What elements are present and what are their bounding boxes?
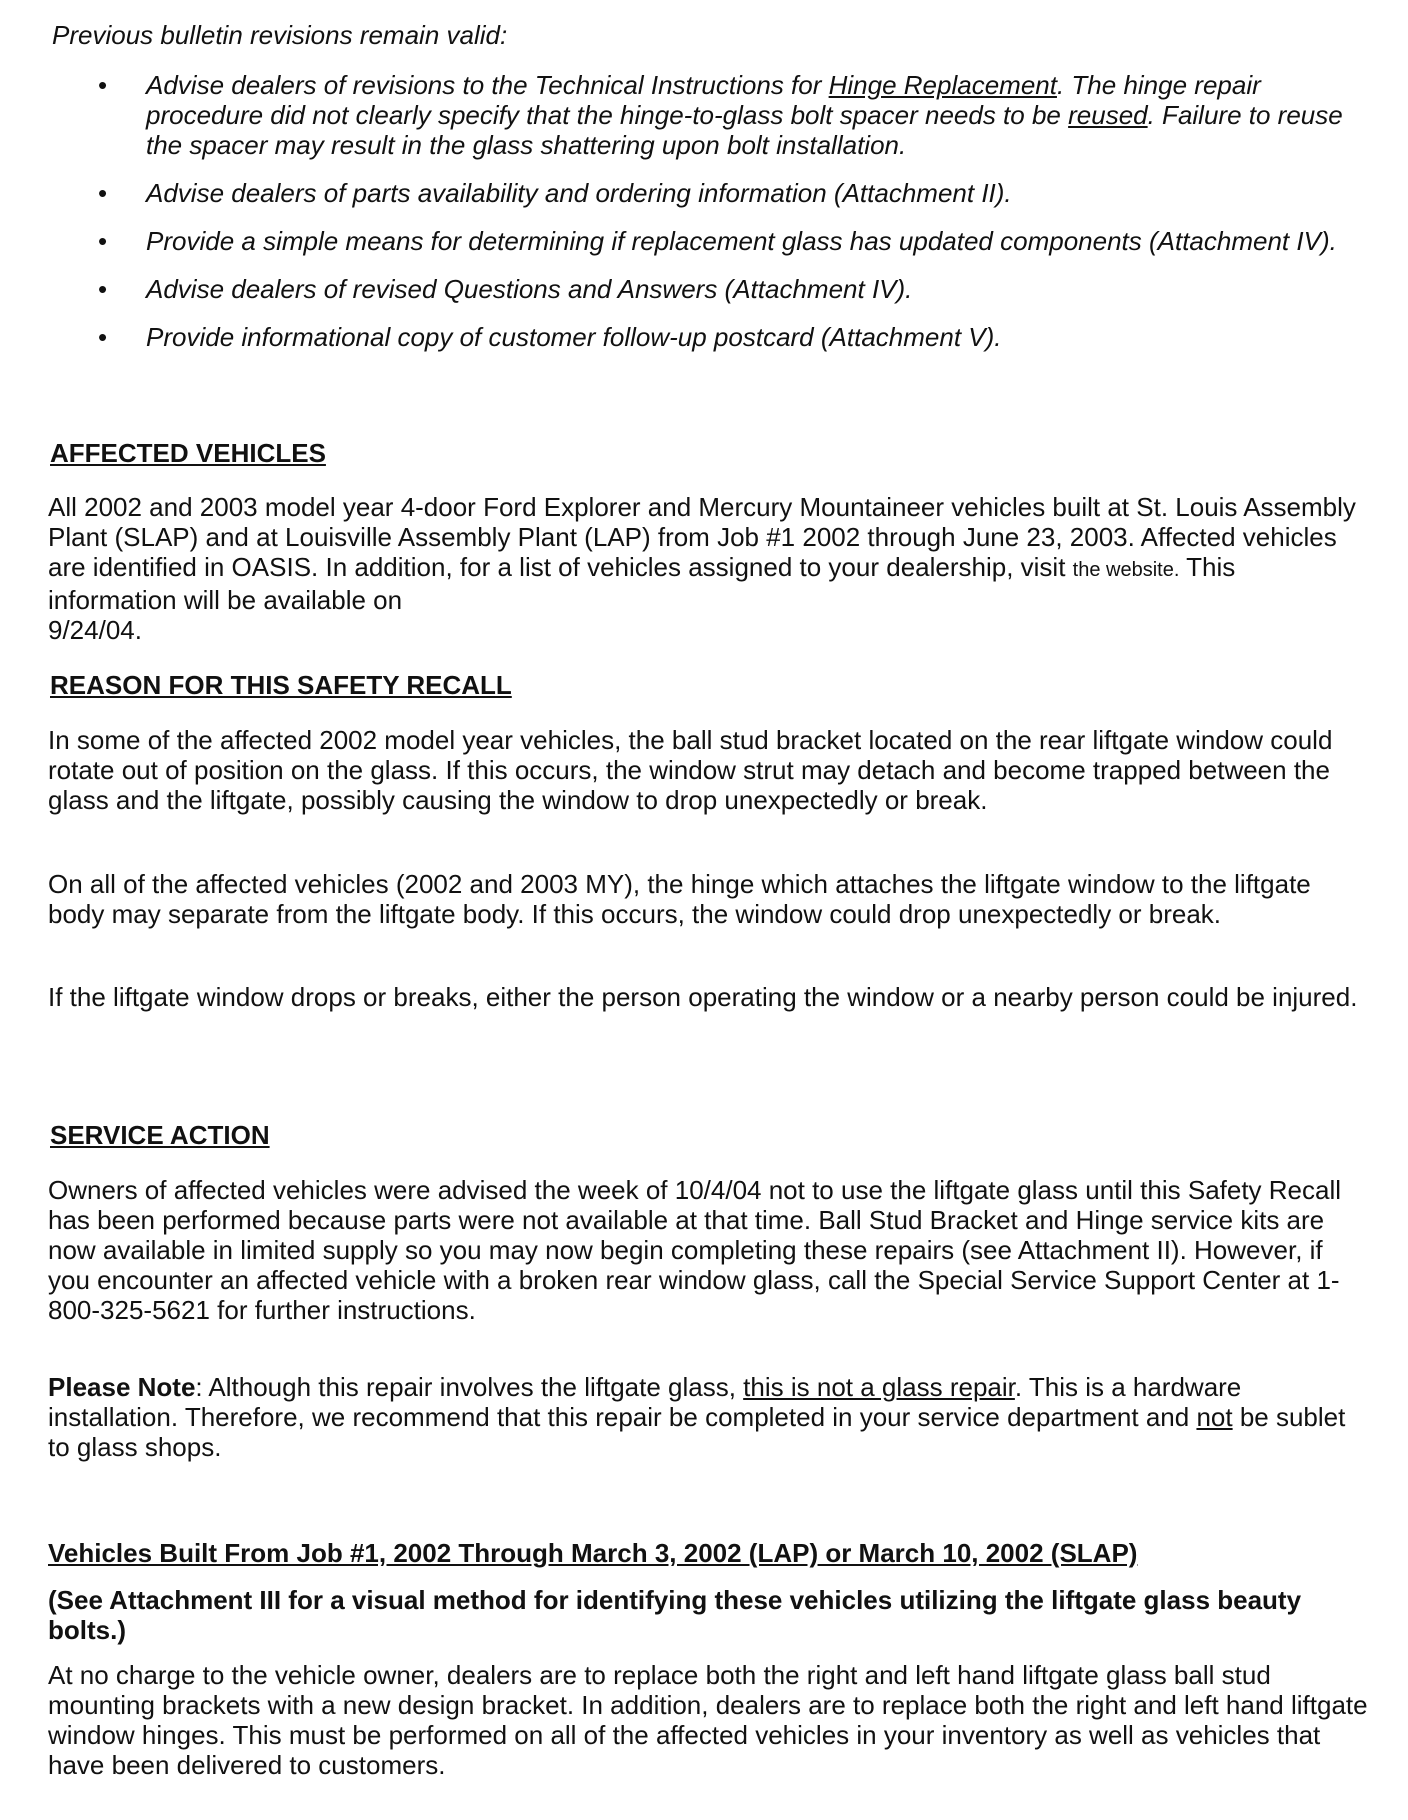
reason-paragraph-1: In some of the affected 2002 model year vehicles, the ball stud bracket located on the rear liftgate window could rotate out of position on the glass. If this occurs, the window strut may detach and become trapped between the glass and the liftgate, possibly causing the window to drop unexpectedly or break. bbox=[48, 725, 1333, 815]
revision-list bbox=[52, 70, 1352, 370]
website-link[interactable]: the website. bbox=[1072, 559, 1180, 581]
intro-text: Previous bulletin revisions remain valid: bbox=[52, 20, 508, 50]
reused-emphasis: reused bbox=[1068, 100, 1148, 130]
bullet-text-pre: Advise dealers of revisions to the Technical Instructions for bbox=[146, 70, 829, 100]
affected-text: All 2002 and 2003 model year 4-door Ford Explorer and Mercury Mountaineer vehicles built at St. Louis Assembly Plant (SLAP) and at Louisville Assembly Plant (LAP) from Job #1 2002 through June 23, 2003. Affected vehicles are identified in OASIS. In addition, for a list of vehicles assigned to your dealership, visit bbox=[48, 492, 1356, 582]
note-text: : Although this repair involves the liftgate glass, bbox=[195, 1372, 744, 1402]
list-item bbox=[52, 178, 1352, 208]
note-text-post: be sublet to glass shops. bbox=[48, 1402, 1346, 1462]
affected-text-post: This information will be available on bbox=[48, 552, 1236, 615]
availability-date: 9/24/04. bbox=[48, 615, 142, 645]
bullet-text: Provide a simple means for determining if replacement glass has updated components (Attachment IV). bbox=[146, 226, 1337, 256]
bullet-icon: • bbox=[98, 274, 108, 304]
list-item bbox=[52, 322, 1352, 352]
bullet-icon: • bbox=[98, 322, 108, 352]
bullet-icon: • bbox=[98, 226, 108, 256]
please-note-label: Please Note bbox=[48, 1372, 196, 1402]
reason-paragraph-2: On all of the affected vehicles (2002 and 2003 MY), the hinge which attaches the liftgate window to the liftgate body may separate from the liftgate body. If this occurs, the window could drop unexpectedly or break. bbox=[48, 869, 1311, 929]
list-item bbox=[52, 274, 1352, 304]
bullet-text-post: . Failure to reuse the spacer may result in the glass shattering upon bolt installation. bbox=[146, 100, 1343, 160]
not-glass-repair-emphasis: this is not a glass repair bbox=[743, 1372, 1015, 1402]
note-text-mid: . This is a hardware installation. Therefore, we recommend that this repair be completed in your service department and bbox=[48, 1372, 1242, 1432]
please-note-paragraph bbox=[48, 1372, 1368, 1462]
hinge-replacement-link[interactable]: Hinge Replacement bbox=[828, 70, 1057, 100]
attachment-iii-note: (See Attachment III for a visual method for identifying these vehicles utilizing the liftgate glass beauty bolts.) bbox=[48, 1585, 1302, 1645]
affected-vehicles-heading: AFFECTED VEHICLES bbox=[50, 438, 326, 468]
affected-vehicles-paragraph bbox=[48, 492, 1368, 645]
service-action-heading: SERVICE ACTION bbox=[50, 1120, 270, 1150]
bullet-text: Advise dealers of revised Questions and Answers (Attachment IV). bbox=[146, 274, 913, 304]
reason-heading: REASON FOR THIS SAFETY RECALL bbox=[50, 670, 512, 700]
bullet-text: Advise dealers of parts availability and ordering information (Attachment II). bbox=[146, 178, 1012, 208]
list-item bbox=[52, 226, 1352, 256]
reason-paragraph-3: If the liftgate window drops or breaks, either the person operating the window or a nearby person could be injured. bbox=[48, 982, 1358, 1012]
bullet-text: Provide informational copy of customer follow-up postcard (Attachment V). bbox=[146, 322, 1002, 352]
vehicles-built-heading: Vehicles Built From Job #1, 2002 Through March 3, 2002 (LAP) or March 10, 2002 (SLAP) bbox=[48, 1538, 1138, 1568]
vehicles-built-paragraph: At no charge to the vehicle owner, dealers are to replace both the right and left hand liftgate glass ball stud mounting brackets with a new design bracket. In addition, dealers are to replace both the right and left hand liftgate window hinges. This must be performed on all of the affected vehicles in your inventory as well as vehicles that have been delivered to customers. bbox=[48, 1660, 1368, 1780]
bullet-icon: • bbox=[98, 178, 108, 208]
service-action-paragraph: Owners of affected vehicles were advised the week of 10/4/04 not to use the liftgate glass until this Safety Recall has been performed because parts were not available at that time. Ball Stud Bracket and Hinge service kits are now available in limited supply so you may now begin completing these repairs (see Attachment II). However, if you encounter an affected vehicle with a broken rear window glass, call the Special Service Support Center at 1-800-325-5621 for further instructions. bbox=[48, 1175, 1342, 1325]
list-item bbox=[52, 70, 1352, 160]
bullet-icon: • bbox=[98, 70, 108, 100]
bullet-text-mid: . The hinge repair procedure did not clearly specify that the hinge-to-glass bolt spacer needs to be bbox=[146, 70, 1261, 130]
not-emphasis: not bbox=[1196, 1402, 1233, 1432]
